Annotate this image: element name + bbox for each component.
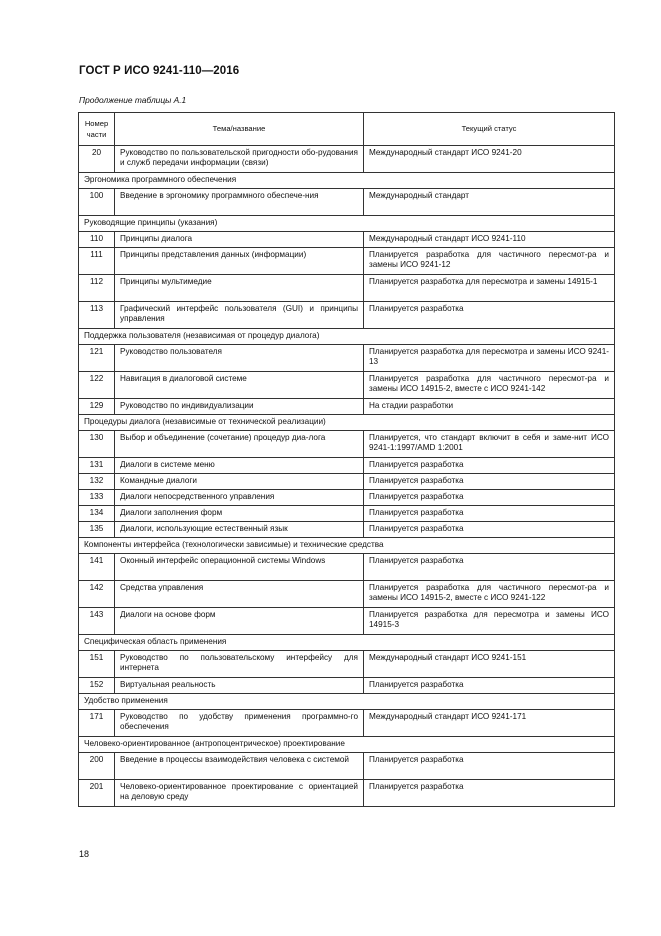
table-row	[79, 554, 615, 581]
cell-status: Планируется разработка для частичного пересмот-ра и замены ИСО 14915-2, вместе с ИСО 9241-142	[364, 372, 615, 399]
table-section-row	[79, 538, 615, 554]
table-row	[79, 474, 615, 490]
cell-topic: Навигация в диалоговой системе	[115, 372, 364, 399]
cell-part-number: 171	[79, 710, 115, 737]
page-number: 18	[79, 849, 90, 859]
cell-status: На стадии разработки	[364, 399, 615, 415]
section-title: Эргономика программного обеспечения	[79, 173, 615, 189]
section-title: Компоненты интерфейса (технологически зависимые) и технические средства	[79, 538, 615, 554]
cell-part-number: 143	[79, 608, 115, 635]
cell-status: Планируется разработка	[364, 458, 615, 474]
table-section-row	[79, 694, 615, 710]
cell-topic: Диалоги, использующие естественный язык	[115, 522, 364, 538]
cell-part-number: 152	[79, 678, 115, 694]
table-row	[79, 710, 615, 737]
cell-part-number: 142	[79, 581, 115, 608]
cell-status: Планируется разработка	[364, 474, 615, 490]
table-row	[79, 506, 615, 522]
cell-status: Планируется разработка	[364, 753, 615, 780]
cell-part-number: 20	[79, 146, 115, 173]
cell-topic: Средства управления	[115, 581, 364, 608]
table-row	[79, 431, 615, 458]
standards-table	[78, 112, 615, 807]
table-row	[79, 189, 615, 216]
cell-status: Планируется разработка	[364, 678, 615, 694]
cell-status: Международный стандарт ИСО 9241-171	[364, 710, 615, 737]
table-row	[79, 345, 615, 372]
cell-part-number: 113	[79, 302, 115, 329]
cell-status: Планируется разработка	[364, 780, 615, 807]
cell-status: Планируется разработка для частичного пересмот-ра и замены ИСО 14915-2, вместе с ИСО 9241-122	[364, 581, 615, 608]
cell-topic: Руководство по индивидуализации	[115, 399, 364, 415]
table-row	[79, 651, 615, 678]
table-row	[79, 458, 615, 474]
section-title: Специфическая область применения	[79, 635, 615, 651]
cell-topic: Руководство по удобству применения программно-го обеспечения	[115, 710, 364, 737]
table-row	[79, 275, 615, 302]
cell-status: Планируется разработка	[364, 506, 615, 522]
cell-topic: Диалоги непосредственного управления	[115, 490, 364, 506]
cell-part-number: 130	[79, 431, 115, 458]
table-section-row	[79, 415, 615, 431]
cell-part-number: 121	[79, 345, 115, 372]
column-header-status: Текущий статус	[364, 113, 615, 146]
section-title: Процедуры диалога (независимые от технической реализации)	[79, 415, 615, 431]
table-header-row	[79, 113, 615, 146]
table-row	[79, 232, 615, 248]
cell-part-number: 200	[79, 753, 115, 780]
table-row	[79, 780, 615, 807]
cell-topic: Принципы мультимедие	[115, 275, 364, 302]
table-caption: Продолжение таблицы А.1	[79, 95, 187, 105]
column-header-number-line1: Номер	[84, 119, 109, 128]
cell-topic: Диалоги заполнения форм	[115, 506, 364, 522]
cell-part-number: 100	[79, 189, 115, 216]
table-section-row	[79, 216, 615, 232]
table-row	[79, 753, 615, 780]
cell-status: Планируется разработка	[364, 490, 615, 506]
cell-topic: Руководство пользователя	[115, 345, 364, 372]
table-row	[79, 399, 615, 415]
cell-part-number: 122	[79, 372, 115, 399]
cell-topic: Оконный интерфейс операционной системы Windows	[115, 554, 364, 581]
table-section-row	[79, 737, 615, 753]
table-row	[79, 302, 615, 329]
cell-part-number: 201	[79, 780, 115, 807]
cell-topic: Диалоги на основе форм	[115, 608, 364, 635]
table-row	[79, 248, 615, 275]
section-title: Поддержка пользователя (независимая от процедур диалога)	[79, 329, 615, 345]
cell-part-number: 133	[79, 490, 115, 506]
column-header-topic: Тема/название	[115, 113, 364, 146]
cell-topic: Выбор и объединение (сочетание) процедур диа-лога	[115, 431, 364, 458]
cell-status: Международный стандарт ИСО 9241-110	[364, 232, 615, 248]
table-row	[79, 581, 615, 608]
cell-status: Планируется разработка	[364, 302, 615, 329]
table-row	[79, 490, 615, 506]
cell-status: Планируется разработка для пересмотра и замены ИСО 14915-3	[364, 608, 615, 635]
cell-part-number: 112	[79, 275, 115, 302]
table-body	[79, 146, 615, 807]
cell-topic: Принципы представления данных (информации)	[115, 248, 364, 275]
table-section-row	[79, 635, 615, 651]
cell-topic: Графический интерфейс пользователя (GUI) и принципы управления	[115, 302, 364, 329]
cell-topic: Руководство по пользовательской пригодности обо-рудования и служб передачи информации (связи)	[115, 146, 364, 173]
cell-topic: Введение в эргономику программного обеспече-ния	[115, 189, 364, 216]
table-row	[79, 608, 615, 635]
section-title: Руководящие принципы (указания)	[79, 216, 615, 232]
cell-status: Планируется разработка для пересмотра и замены 14915-1	[364, 275, 615, 302]
cell-part-number: 110	[79, 232, 115, 248]
cell-topic: Виртуальная реальность	[115, 678, 364, 694]
cell-status: Планируется разработка для пересмотра и замены ИСО 9241-13	[364, 345, 615, 372]
cell-part-number: 134	[79, 506, 115, 522]
cell-part-number: 131	[79, 458, 115, 474]
cell-status: Международный стандарт	[364, 189, 615, 216]
cell-status: Планируется разработка	[364, 522, 615, 538]
table-row	[79, 522, 615, 538]
document-title: ГОСТ Р ИСО 9241-110—2016	[79, 65, 240, 77]
cell-topic: Руководство по пользовательскому интерфейсу для интернета	[115, 651, 364, 678]
column-header-number-line2: части	[86, 130, 107, 139]
cell-part-number: 132	[79, 474, 115, 490]
section-title: Человеко-ориентированное (антропоцентрическое) проектирование	[79, 737, 615, 753]
section-title: Удобство применения	[79, 694, 615, 710]
cell-topic: Диалоги в системе меню	[115, 458, 364, 474]
cell-part-number: 135	[79, 522, 115, 538]
cell-topic: Введение в процессы взаимодействия человека с системой	[115, 753, 364, 780]
cell-status: Международный стандарт ИСО 9241-20	[364, 146, 615, 173]
cell-status: Планируется, что стандарт включит в себя и заме-нит ИСО 9241-1:1997/AMD 1:2001	[364, 431, 615, 458]
table-row	[79, 146, 615, 173]
table-row	[79, 678, 615, 694]
cell-part-number: 151	[79, 651, 115, 678]
cell-status: Международный стандарт ИСО 9241-151	[364, 651, 615, 678]
cell-topic: Командные диалоги	[115, 474, 364, 490]
cell-part-number: 111	[79, 248, 115, 275]
column-header-number	[79, 113, 115, 146]
cell-part-number: 141	[79, 554, 115, 581]
cell-topic: Принципы диалога	[115, 232, 364, 248]
cell-part-number: 129	[79, 399, 115, 415]
table-section-row	[79, 173, 615, 189]
cell-status: Планируется разработка	[364, 554, 615, 581]
cell-status: Планируется разработка для частичного пересмот-ра и замены ИСО 9241-12	[364, 248, 615, 275]
table-section-row	[79, 329, 615, 345]
table-row	[79, 372, 615, 399]
cell-topic: Человеко-ориентированное проектирование с ориентацией на деловую среду	[115, 780, 364, 807]
